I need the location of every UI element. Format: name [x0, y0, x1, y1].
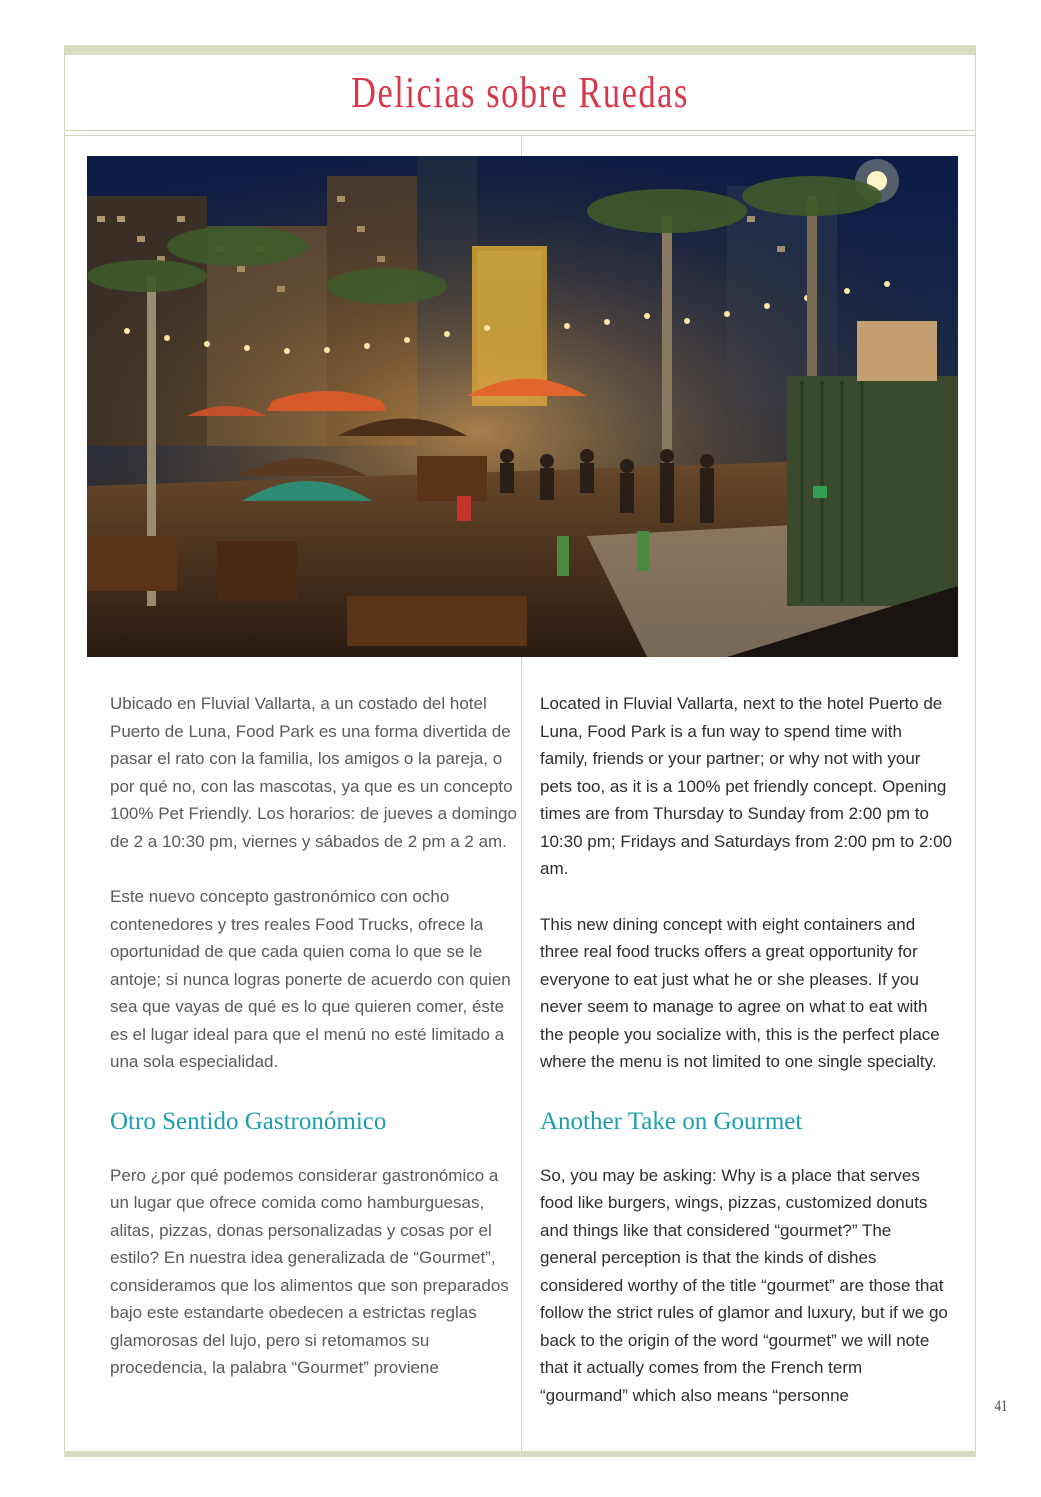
bottom-border-bar	[64, 1451, 976, 1457]
spanish-column	[110, 690, 520, 1410]
spanish-paragraph-1: Ubicado en Fluvial Vallarta, a un costado del hotel Puerto de Luna, Food Park es una forma divertida de pasar el rato con la familia, los amigos o la pareja, o por qué no, con las mascotas, ya que es un concepto 100% Pet Friendly. Los horarios: de jueves a domingo de 2 a 10:30 pm, viernes y sábados de 2 pm a 2 am.	[110, 694, 517, 851]
spanish-paragraph-3: Pero ¿por qué podemos considerar gastronómico a un lugar que ofrece comida como hamburguesas, alitas, pizzas, donas personalizadas y cosas por el estilo? En nuestra idea generalizada de “Gourmet”, consideramos que los alimentos que son preparados bajo este estandarte obedecen a estrictas reglas glamorosas del lujo, pero si retomamos su procedencia, la palabra “Gourmet” proviene	[110, 1165, 509, 1377]
spanish-subheading: Otro Sentido Gastronómico	[110, 1107, 387, 1135]
title-rule-lower	[64, 135, 976, 136]
english-subheading: Another Take on Gourmet	[540, 1107, 803, 1135]
page-number: 41	[994, 1398, 1008, 1415]
spanish-paragraph-2: Este nuevo concepto gastronómico con ocho contenedores y tres reales Food Trucks, ofrece la oportunidad de que cada quien coma lo que se le antoje; si nunca logras ponerte de acuerdo con quien sea que vayas de qué es lo que quieren comer, éste es el lugar ideal para que el menú no esté limitado a una sola especialidad.	[110, 887, 511, 1071]
english-paragraph-3: So, you may be asking: Why is a place that serves food like burgers, wings, pizzas, customized donuts and things like that considered “gourmet?” The general perception is that the kinds of dishes considered worthy of the title “gourmet” are those that follow the strict rules of glamor and luxury, but if we go back to the origin of the word “gourmet” we will note that it actually comes from the French term “gourmand” which also means “personne	[540, 1165, 948, 1405]
title-rule-upper	[64, 130, 976, 131]
english-paragraph-1: Located in Fluvial Vallarta, next to the hotel Puerto de Luna, Food Park is a fun way to spend time with family, friends or your partner; or why not with your pets too, as it is a 100% pet friendly concept. Opening times are from Thursday to Sunday from 2:00 pm to 10:30 pm; Fridays and Saturdays from 2:00 pm to 2:00 am.	[540, 694, 952, 878]
photo-illustration	[87, 156, 958, 657]
english-column	[540, 690, 952, 1437]
english-paragraph-2: This new dining concept with eight containers and three real food trucks offers a great opportunity for everyone to eat just what he or she pleases. If you never seem to manage to agree on what to eat with the people you socialize with, this is the perfect place where the menu is not limited to one single specialty.	[540, 914, 940, 1071]
article-title: Delicias sobre Ruedas	[351, 68, 689, 117]
food-park-night-photo	[87, 156, 958, 657]
